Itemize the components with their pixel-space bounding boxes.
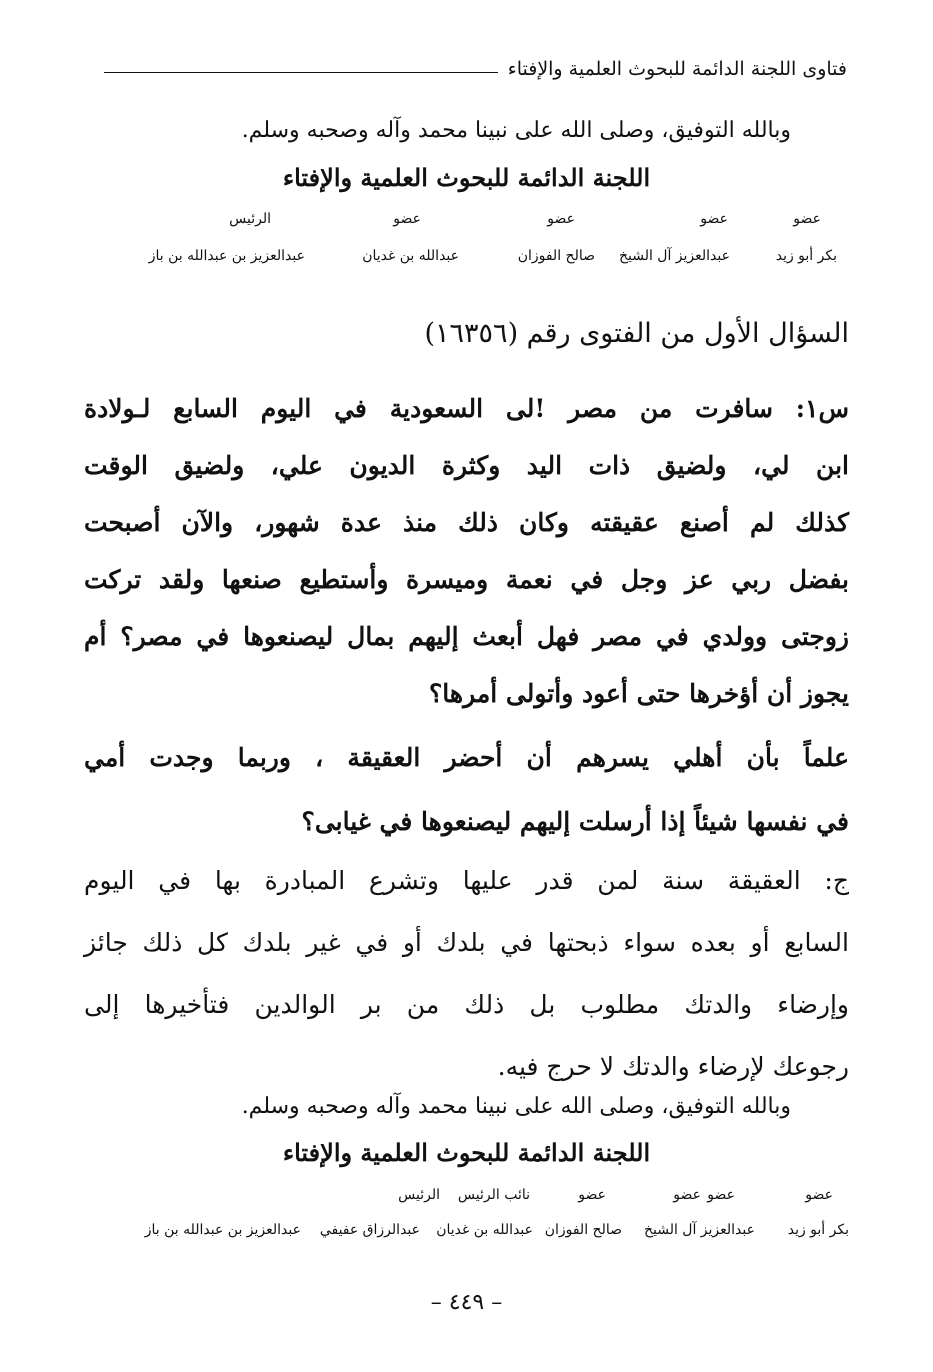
answer-line: ج: العقيقة سنة لمن قدر عليها وتشرع المبادرة بها في اليوم <box>84 866 849 895</box>
question-line: ابن لي، ولضيق ذات اليد وكثرة الديون علي، ولضيق الوقت <box>84 451 849 480</box>
signatory-title: نائب الرئيس <box>457 1187 530 1203</box>
signatory-name: عبدالله بن غديان <box>436 1222 533 1238</box>
signatory-name: صالح الفوزان <box>517 248 595 264</box>
closing-formula: وبالله التوفيق، وصلى الله على نبينا محمد وآله وصحبه وسلم. <box>241 118 791 143</box>
signatory-title: الرئيس <box>398 1187 440 1203</box>
answer-line: السابع أو بعده سواء ذبحتها في بلدك أو في غير بلدك كل ذلك جائز <box>84 928 849 957</box>
signatory-name: عبدالعزيز آل الشيخ <box>618 248 730 264</box>
answer-line: وإرضاء والدتك مطلوب بل ذلك من بر الوالدين فتأخيرها إلى <box>84 990 849 1019</box>
running-header <box>104 58 847 80</box>
signatory-name: عبدالرزاق عفيفي <box>319 1222 420 1238</box>
question-line: زوجتى وولدي في مصر فهل أبعث إليهم بمال ليصنعوها في مصر؟ أم <box>84 622 849 651</box>
question-continuation <box>84 726 849 854</box>
signatory-name: عبدالعزيز بن عبدالله بن باز <box>148 248 305 264</box>
question-line: بفضل ربي عز وجل في نعمة وميسرة وأستطيع صنعها ولقد تركت <box>84 565 849 594</box>
signatory-name: عبدالعزيز آل الشيخ <box>643 1222 755 1238</box>
answer-text <box>84 850 849 1098</box>
closing-formula: وبالله التوفيق، وصلى الله على نبينا محمد وآله وصحبه وسلم. <box>241 1094 791 1119</box>
signatory-name: بكر أبو زيد <box>787 1222 849 1238</box>
signatory-title: عضو <box>578 1187 606 1203</box>
question-line: علماً بأن أهلي يسرهم أن أحضر العقيقة ، وربما وجدت أمي <box>84 743 849 772</box>
signatory-title: عضو <box>805 1187 833 1203</box>
answer-line: رجوعك لإرضاء والدتك لا حرج فيه. <box>497 1052 849 1081</box>
signatory-title: عضو <box>707 1187 735 1203</box>
question-text <box>84 380 849 722</box>
question-line: يجوز أن أؤخرها حتى أعود وأتولى أمرها؟ <box>429 679 849 708</box>
signatory-name: صالح الفوزان <box>544 1222 622 1238</box>
question-line: كذلك لم أصنع عقيقته وكان ذلك منذ عدة شهور، والآن أصبحت <box>84 508 849 537</box>
signatory-title: عضو <box>673 1187 701 1203</box>
signatory-title: عضو <box>547 211 575 227</box>
signatory-name: عبدالعزيز بن عبدالله بن باز <box>144 1222 301 1238</box>
running-title: فتاوى اللجنة الدائمة للبحوث العلمية والإفتاء <box>507 58 847 80</box>
header-rule <box>104 72 498 73</box>
signatory-title: الرئيس <box>229 211 271 227</box>
signatory-title: عضو <box>700 211 728 227</box>
page-number: – ٤٤٩ – <box>430 1290 503 1315</box>
signatory-name: بكر أبو زيد <box>775 248 837 264</box>
signatory-name: عبدالله بن غديان <box>362 248 459 264</box>
question-line: في نفسها شيئاً إذا أرسلت إليهم ليصنعوها في غيابى؟ <box>301 807 849 836</box>
fatwa-number: السؤال الأول من الفتوى رقم (١٦٣٥٦) <box>424 318 849 349</box>
question-line: س١: سافرت من مصر !لى السعودية في اليوم السابع لـولادة <box>84 394 849 423</box>
signatory-title: عضو <box>393 211 421 227</box>
signatory-title: عضو <box>793 211 821 227</box>
committee-name: اللجنة الدائمة للبحوث العلمية والإفتاء <box>282 1138 651 1167</box>
committee-name: اللجنة الدائمة للبحوث العلمية والإفتاء <box>282 163 651 192</box>
